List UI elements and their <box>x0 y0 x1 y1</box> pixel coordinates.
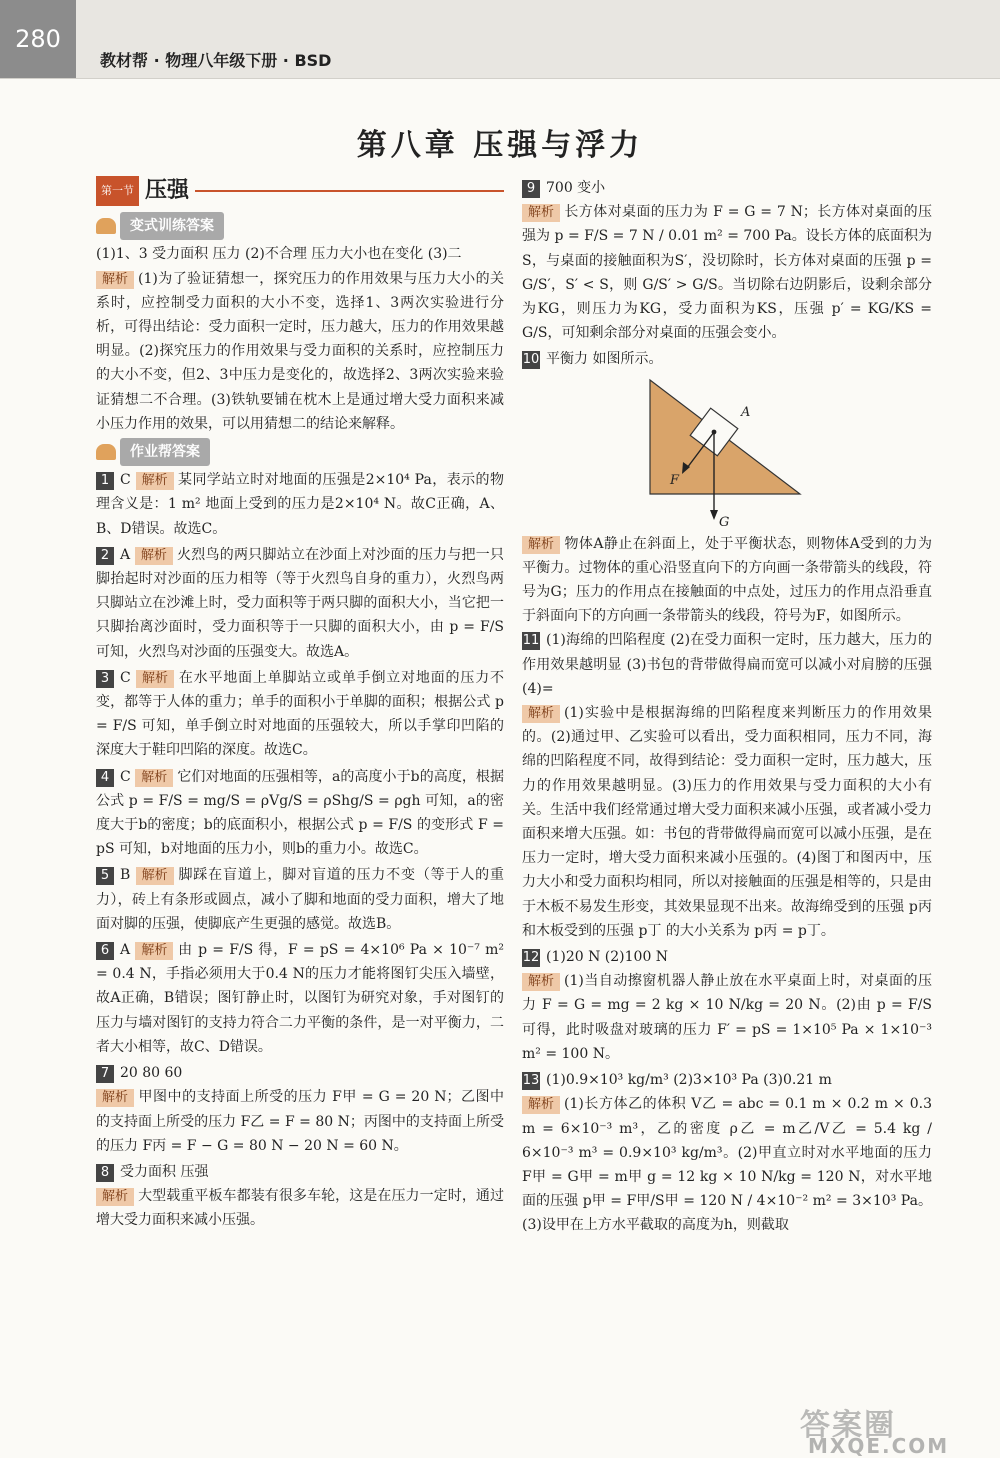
explanation-badge: 解析 <box>135 942 173 960</box>
incline-figure <box>522 376 932 528</box>
item-explanation: 脚踩在盲道上，脚对盲道的压力不变（等于人的重力），砖上有条形或圆点，减小了脚和地面的受力面积，增大了地面对脚的压强，使脚底产生更强的感觉。故选B。 <box>96 867 505 932</box>
item-number: 11 <box>522 633 540 649</box>
variant-answer: (1)1、3 受力面积 压力 (2)不合理 压力大小也在变化 (3)二 <box>96 246 462 263</box>
item-explanation: 在水平地面上单脚站立或单手倒立对地面的压力不变，都等于人体的重力；单手的面积小于单脚的面积；根据公式 p = F/S 可知，单手倒立时对地面的压强较大，所以手掌印凹陷的深度大于鞋印凹陷的深度。故选C。 <box>96 669 505 759</box>
item-answer: (1)0.9×10³ kg/m³ (2)3×10³ Pa (3)0.21 m <box>546 1072 832 1089</box>
item-explanation: 甲图中的支持面上所受的压力 F甲 = G = 20 N；乙图中的支持面上所受的压力 F乙 = F = 80 N；丙图中的支持面上所受的压力 F丙 = F − G = 80 N − 20 N = 60 N。 <box>96 1089 504 1154</box>
variant-explanation-text: (1)为了验证猜想一，探究压力的作用效果与压力大小的关系时，应控制受力面积的大小不变，选择1、3两次实验进行分析，可得出结论：受力面积一定时，压力越大，压力的作用效果越明显。(2)探究压力的作用效果与受力面积的关系时，应控制压力的大小不变，但2、3中压力是变化的，故选择2、3两次实验来验证猜想二不合理。(3)铁轨要铺在枕木上是通过增大受力面积来减小压力作用的效果，可以用猜想二的结论来解释。 <box>96 270 504 432</box>
explanation-badge: 解析 <box>522 973 560 991</box>
answer-item <box>96 1061 504 1158</box>
item-10-explanation <box>522 532 932 629</box>
answer-item <box>522 347 932 371</box>
item-answer: 受力面积 压强 <box>120 1163 209 1180</box>
book-title: 教材帮 · 物理八年级下册 · BSD <box>100 51 332 70</box>
item-answer: 20 80 60 <box>120 1065 183 1082</box>
left-column <box>96 176 504 1235</box>
item-answer: C <box>120 472 131 489</box>
item-number: 9 <box>522 180 540 198</box>
explanation-badge: 解析 <box>522 536 560 554</box>
answer-item <box>96 666 504 763</box>
explanation-badge: 解析 <box>96 1188 134 1206</box>
explanation-badge: 解析 <box>522 1096 560 1114</box>
item-number: 1 <box>96 472 114 490</box>
answer-item <box>96 863 504 936</box>
explanation-badge: 解析 <box>136 867 174 885</box>
watermark-url: MXQE.COM <box>808 1434 950 1458</box>
variant-answers-label: 变式训练答案 <box>120 212 224 240</box>
incline-diagram <box>522 376 932 528</box>
item-explanation: 由 p = F/S 得，F = pS = 4×10⁶ Pa × 10⁻⁷ m² = 0.4 N，手指必须用大于0.4 N的压力才能将图钉尖压入墙壁，故A正确，B错误；图钉静止时，以图钉为研究对象，手对图钉的压力与墙对图钉的支持力符合二力平衡的条件，是一对平衡力，二者大小相等，故C、D错误。 <box>96 942 505 1055</box>
item-answer: 平衡力 如图所示。 <box>546 351 663 368</box>
item-number: 2 <box>96 547 114 565</box>
page-header <box>0 0 1000 79</box>
explanation-badge: 解析 <box>96 1089 134 1107</box>
item-number: 4 <box>96 769 114 787</box>
explanation-badge: 解析 <box>522 204 560 222</box>
item-number: 7 <box>96 1065 114 1083</box>
answer-item <box>522 628 932 943</box>
explanation-badge: 解析 <box>136 472 174 490</box>
section-heading <box>96 176 504 206</box>
item-answer: (1)20 N (2)100 N <box>546 949 669 966</box>
item-answer: B <box>120 867 131 884</box>
answer-item <box>522 1068 932 1237</box>
item-explanation: 它们对地面的压强相等，a的高度小于b的高度，根据公式 p = F/S = mg/S = ρVg/S = ρShg/S = ρgh 可知，a的密度大于b的密度；b的底面积小，根据公式 p = F/S 的变形式 F = pS 可知，b对地面的压力小，则b的重力小。故选C。 <box>96 768 504 858</box>
item-explanation: (1)实验中是根据海绵的凹陷程度来判断压力的作用效果的。(2)通过甲、乙实验可以看出，受力面积相同，压力不同，海绵的凹陷程度不同，故得到结论：受力面积一定时，压力越大，压力的作用效果越明显。(3)压力的作用效果与受力面积的大小有关。生活中我们经常通过增大受力面积来减小压强，或者减小受力面积来增大压强。如：书包的背带做得扁而宽可以减小压强，是在压力一定时，增大受力面积来减小压强的。(4)图丁和图丙中，压力大小和受力面积均相同，所以对接触面的压强是相等的，只是由于木板不易发生形变，其效果显现不出来。故海绵受到的压强 p丙 和木板受到的压强 p丁 的大小关系为 p丙 = p丁。 <box>522 705 932 939</box>
item-answer: A <box>120 942 131 959</box>
variant-explanation <box>96 267 504 436</box>
item-number: 13 <box>522 1073 540 1089</box>
site-watermark <box>800 1400 950 1458</box>
answer-item <box>96 1160 504 1233</box>
homework-answers-label: 作业帮答案 <box>120 438 210 466</box>
item-answer: A <box>120 546 131 563</box>
item-explanation: 大型载重平板车都装有很多车轮，这是在压力一定时，通过增大受力面积来减小压强。 <box>96 1188 504 1229</box>
watermark-logo-text: 答案圈 <box>800 1408 896 1443</box>
item-number: 5 <box>96 867 114 885</box>
item-explanation: 火烈鸟的两只脚站立在沙面上对沙面的压力与把一只脚抬起时对沙面的压力相等（等于火烈鸟自身的重力），火烈鸟两只脚站立在沙滩上时，受力面积等于两只脚的面积大小，当它把一只脚抬离沙面时，受力面积等于一只脚的面积大小，由 p = F/S 可知，火烈鸟对沙面的压强变大。故选A。 <box>96 546 505 660</box>
item-answer: C <box>120 768 131 785</box>
item-number: 12 <box>522 950 540 966</box>
label-f: F <box>670 472 680 488</box>
explanation-badge: 解析 <box>135 769 173 787</box>
item-answer: (1)海绵的凹陷程度 (2)在受力面积一定时，压力越大，压力的作用效果越明显 (3)书包的背带做得扁而宽可以减小对肩膀的压强 (4)= <box>522 632 932 697</box>
section-divider <box>195 190 504 192</box>
answer-item <box>522 176 932 345</box>
item-explanation: 某同学站立时对地面的压强是2×10⁴ Pa，表示的物理含义是：1 m² 地面上受到的压力是2×10⁴ N。故C正确，A、B、D错误。故选C。 <box>96 472 504 537</box>
pencil-icon <box>96 218 116 234</box>
explanation-badge: 解析 <box>136 670 174 688</box>
item-number: 8 <box>96 1164 114 1182</box>
item-number: 3 <box>96 670 114 688</box>
answer-item <box>96 938 504 1059</box>
item-explanation: 物体A静止在斜面上，处于平衡状态，则物体A受到的力为平衡力。过物体的重心沿竖直向下的方向画一条带箭头的线段，符号为G；压力的作用点在接触面的中点处，过压力的作用点沿垂直于斜面向下的方向画一条带箭头的线段，符号为F，如图所示。 <box>522 535 932 625</box>
explanation-badge: 解析 <box>522 705 560 723</box>
item-explanation: (1)长方体乙的体积 V乙 = abc = 0.1 m × 0.2 m × 0.3 m = 6×10⁻³ m³，乙的密度 ρ乙 = m乙/V乙 = 5.4 kg / 6×10⁻³ m³ = 0.9×10³ kg/m³。(2)甲直立时对水平地面的压力 F甲 = G甲 = m甲 g = 12 kg × 10 N/kg = 120 N，对水平地面的压强 p甲 = F甲/S甲 = 120 N / 4×10⁻² m² = 3×10³ Pa。(3)设甲在上方水平截取的高度为h，则截取 <box>522 1096 932 1234</box>
item-answer: 700 变小 <box>546 180 606 196</box>
item-explanation: 长方体对桌面的压力为 F = G = 7 N；长方体对桌面的压强为 p = F/S = 7 N / 0.01 m² = 700 Pa。设长方体的底面积为S，与桌面的接触面积为S′，没切除时，长方体对桌面的压强 p = G/S′，S′ < S，则 G/S′ > G/S。当切除右边阴影后，设剩余部分为KG，则压力为KG，受力面积为KS，压强 p′ = KG/KS = G/S，可知剩余部分对桌面的压强会变小。 <box>522 204 932 342</box>
right-column <box>522 176 932 1240</box>
page-number: 280 <box>0 0 76 78</box>
label-a: A <box>741 404 751 420</box>
section-title: 压强 <box>145 177 190 203</box>
homework-answers-header <box>96 438 210 466</box>
explanation-badge: 解析 <box>96 271 134 289</box>
answer-item <box>522 945 932 1066</box>
item-number: 10 <box>522 352 540 368</box>
label-g: G <box>719 514 730 528</box>
gravity-arrowhead <box>710 510 718 520</box>
answer-item <box>96 543 504 664</box>
explanation-badge: 解析 <box>135 547 173 565</box>
answer-item <box>96 765 504 862</box>
variant-answers-header <box>96 212 224 240</box>
item-number: 6 <box>96 942 114 960</box>
chapter-title: 第八章 压强与浮力 <box>356 128 644 163</box>
answer-item <box>96 468 504 541</box>
item-answer: C <box>120 669 131 686</box>
pencil-icon <box>96 444 116 460</box>
section-tag: 第一节 <box>96 176 139 206</box>
item-explanation: (1)当自动擦窗机器人静止放在水平桌面上时，对桌面的压力 F = G = mg = 2 kg × 10 N/kg = 20 N。(2)由 p = F/S 可得，此时吸盘对玻璃的压力 F′ = pS = 1×10⁵ Pa × 1×10⁻³ m² = 100 N。 <box>522 973 932 1062</box>
